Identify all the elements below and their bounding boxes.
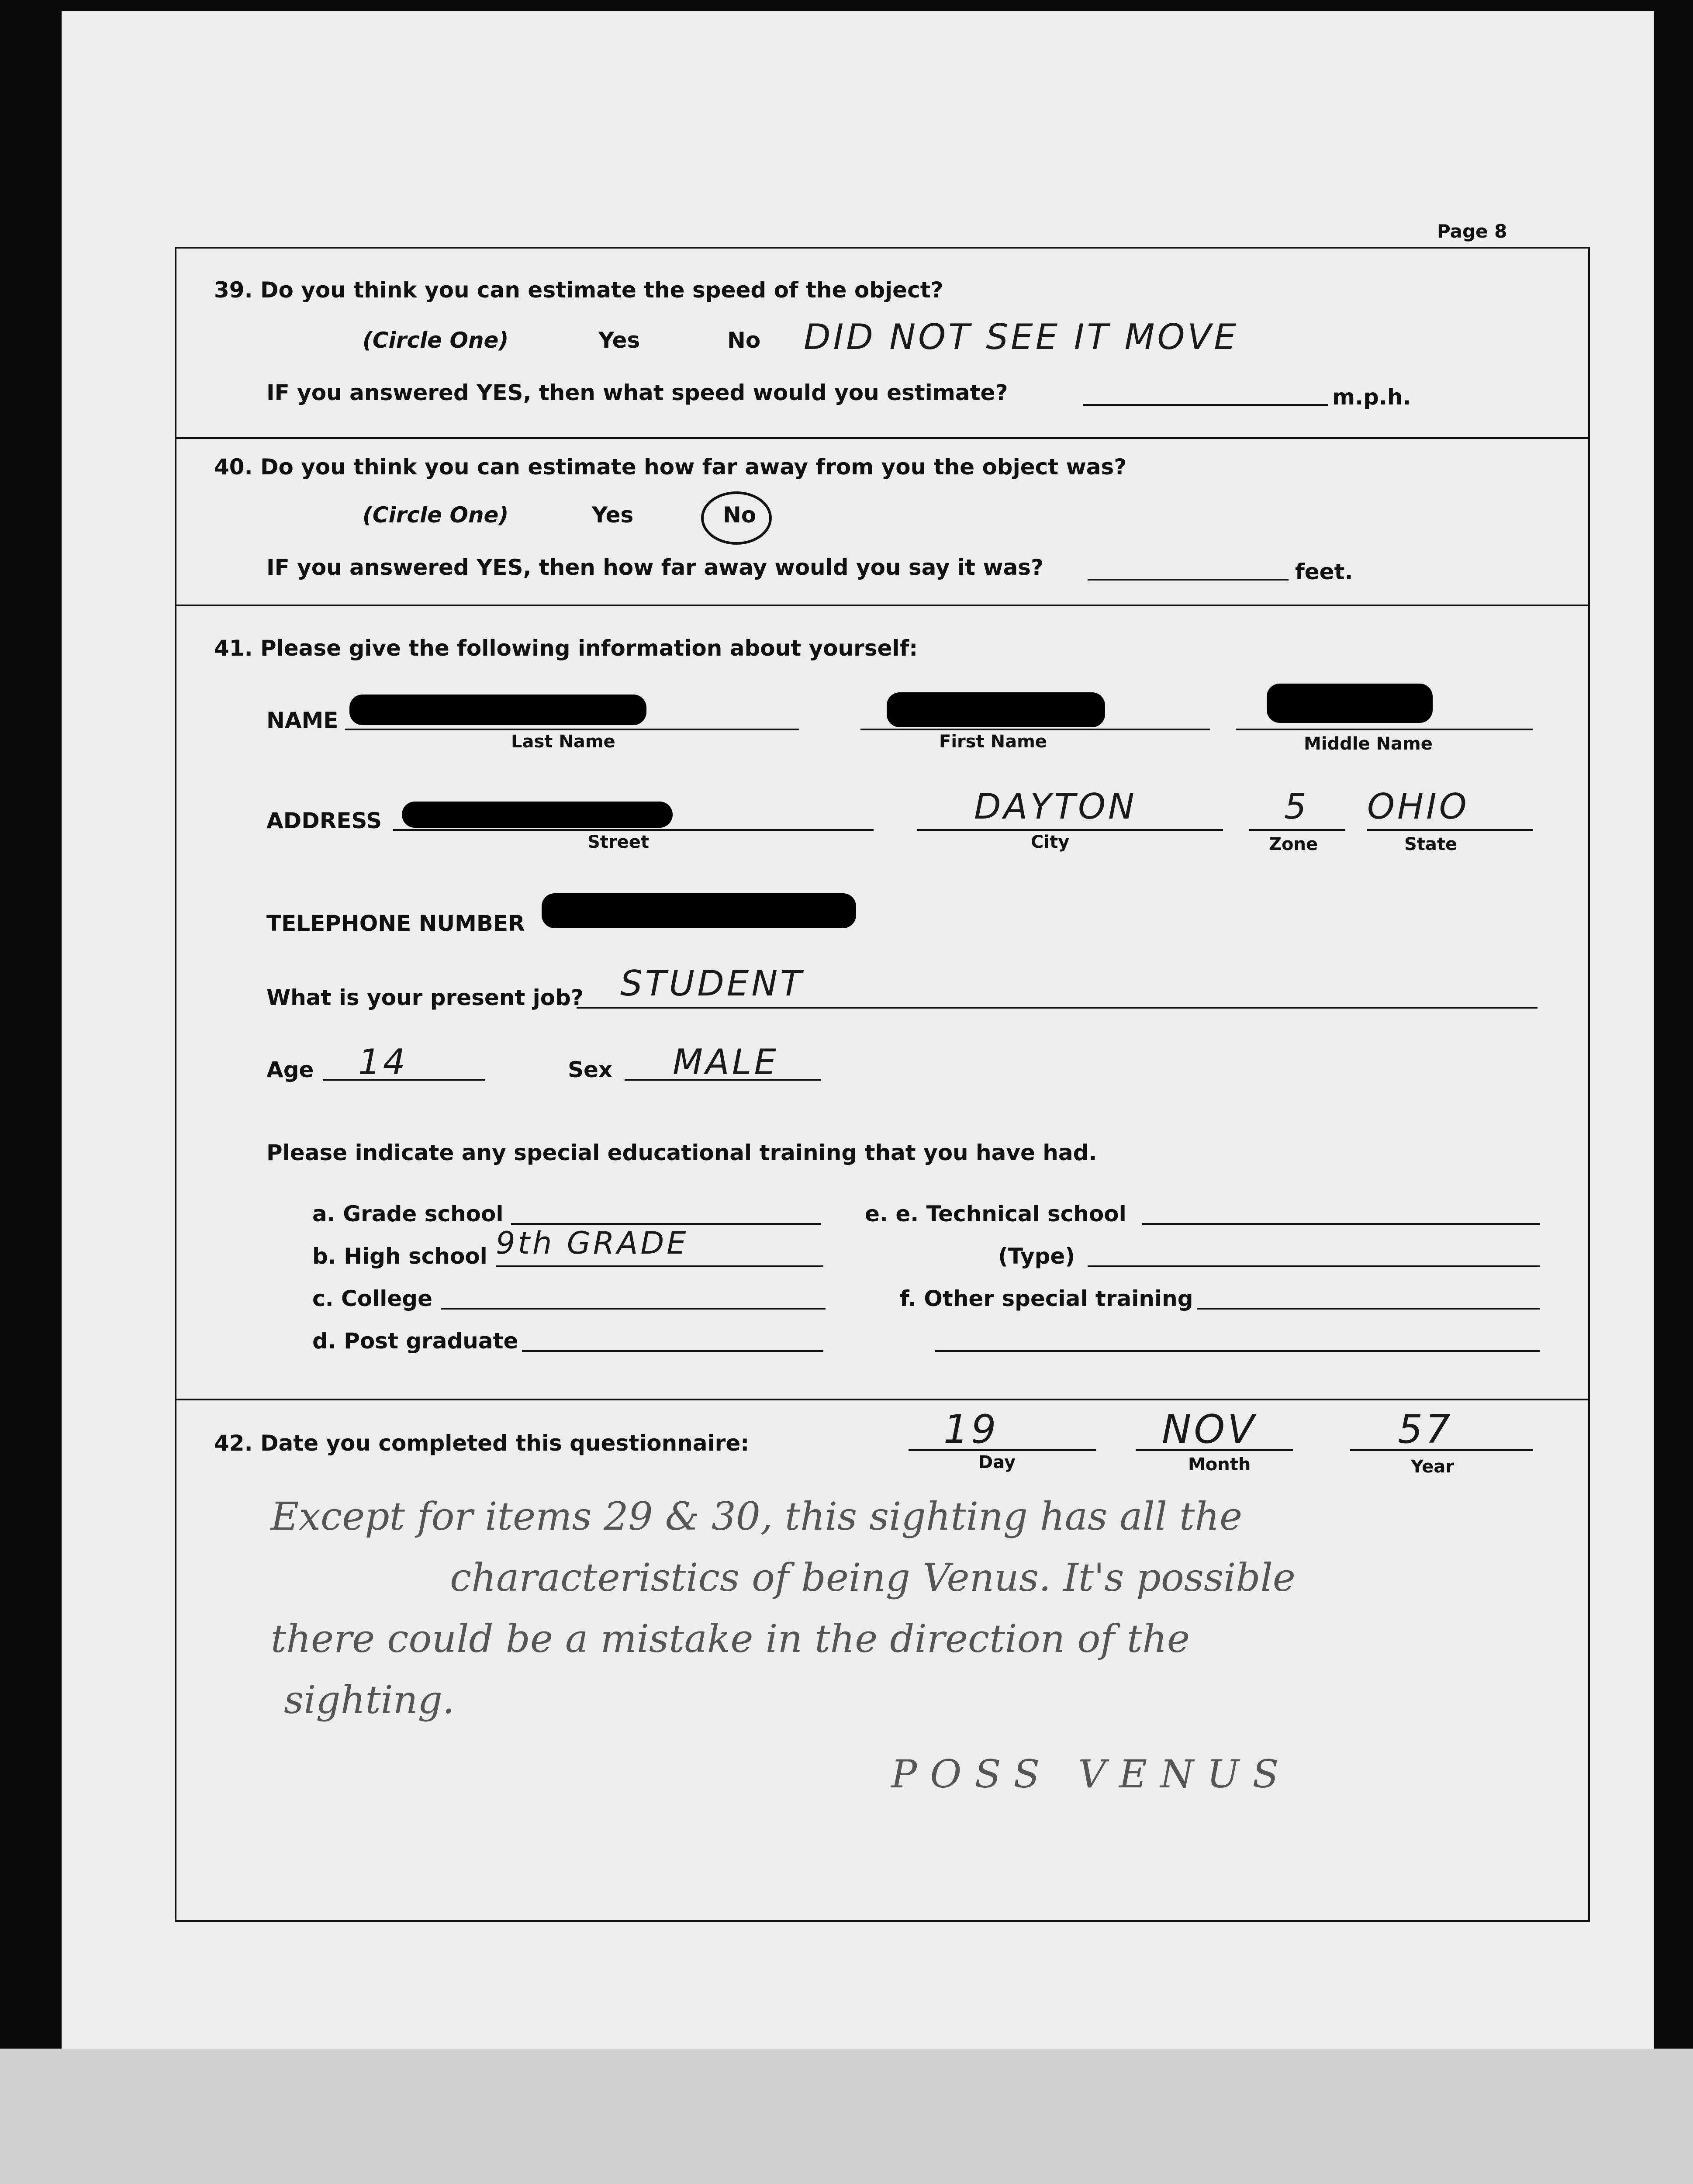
state-value: OHIO bbox=[1367, 786, 1469, 827]
high-school-label: b. High school bbox=[312, 1244, 487, 1269]
month-line[interactable] bbox=[1136, 1449, 1293, 1451]
q40-circle-one: (Circle One) bbox=[363, 502, 509, 528]
first-name-caption: First Name bbox=[939, 732, 1047, 752]
q41-label: 41. Please give the following information about yourself: bbox=[214, 636, 918, 661]
middle-name-caption: Middle Name bbox=[1304, 734, 1433, 754]
sex-value: MALE bbox=[673, 1042, 779, 1082]
zone-value: 5 bbox=[1284, 786, 1309, 827]
scan-margin bbox=[0, 2049, 1693, 2184]
q40-unit: feet. bbox=[1295, 559, 1353, 584]
q40-label: 40. Do you think you can estimate how far away from you the object was? bbox=[214, 454, 1127, 480]
day-value: 19 bbox=[943, 1406, 999, 1452]
technical-school-label: e. e. Technical school bbox=[865, 1201, 1126, 1227]
year-line[interactable] bbox=[1350, 1449, 1533, 1451]
q39-unit: m.p.h. bbox=[1332, 384, 1411, 410]
street-line[interactable] bbox=[393, 829, 874, 831]
other-training-label: f. Other special training bbox=[900, 1286, 1193, 1311]
redaction-middle-name bbox=[1267, 684, 1433, 723]
post-graduate-line[interactable] bbox=[522, 1350, 823, 1352]
grade-school-label: a. Grade school bbox=[312, 1201, 504, 1227]
q42-label: 42. Date you completed this questionnaire: bbox=[214, 1431, 750, 1456]
last-name-line[interactable] bbox=[345, 729, 799, 730]
zone-line[interactable] bbox=[1249, 829, 1345, 831]
analyst-note-line-3: there could be a mistake in the direction of the bbox=[271, 1616, 1190, 1661]
first-name-line[interactable] bbox=[860, 729, 1210, 730]
redaction-street bbox=[402, 802, 673, 828]
year-value: 57 bbox=[1398, 1406, 1453, 1452]
q40-yes-option[interactable]: Yes bbox=[592, 502, 634, 528]
q40-no-option[interactable]: No bbox=[723, 502, 757, 528]
q39-handwritten-answer: DID NOT SEE IT MOVE bbox=[804, 317, 1239, 357]
college-line[interactable] bbox=[441, 1308, 826, 1310]
post-graduate-label: d. Post graduate bbox=[312, 1328, 518, 1354]
evaluation-note: POSS VENUS bbox=[891, 1752, 1292, 1797]
education-prompt: Please indicate any special educational training that you have had. bbox=[266, 1140, 1097, 1165]
job-line[interactable] bbox=[577, 1007, 1538, 1009]
job-label: What is your present job? bbox=[266, 985, 584, 1010]
age-line[interactable] bbox=[323, 1079, 485, 1081]
no-circle-mark bbox=[701, 491, 772, 545]
q39-yes-option[interactable]: Yes bbox=[598, 328, 640, 353]
city-value: DAYTON bbox=[974, 786, 1137, 827]
name-label: NAME bbox=[266, 708, 339, 733]
redaction-first-name bbox=[887, 692, 1105, 727]
age-value: 14 bbox=[358, 1042, 408, 1082]
middle-name-line[interactable] bbox=[1236, 729, 1533, 730]
address-label: ADDRESS bbox=[266, 808, 382, 833]
other-training-line-2[interactable] bbox=[935, 1350, 1540, 1352]
sex-label: Sex bbox=[568, 1057, 613, 1082]
last-name-caption: Last Name bbox=[511, 732, 615, 752]
year-caption: Year bbox=[1411, 1457, 1455, 1477]
city-caption: City bbox=[1031, 832, 1070, 852]
type-line[interactable] bbox=[1088, 1265, 1540, 1267]
high-school-value: 9th GRADE bbox=[496, 1225, 689, 1261]
day-line[interactable] bbox=[909, 1449, 1096, 1451]
analyst-note-line-4: sighting. bbox=[284, 1677, 455, 1722]
street-caption: Street bbox=[587, 832, 650, 852]
redaction-telephone bbox=[542, 893, 856, 928]
age-label: Age bbox=[266, 1057, 314, 1082]
college-label: c. College bbox=[312, 1286, 432, 1311]
analyst-note-line-1: Except for items 29 & 30, this sighting has all the bbox=[271, 1494, 1243, 1539]
distance-input-line[interactable] bbox=[1088, 579, 1289, 581]
redaction-last-name bbox=[349, 695, 646, 725]
q40-followup: IF you answered YES, then how far away would you say it was? bbox=[266, 555, 1044, 580]
other-training-line[interactable] bbox=[1197, 1308, 1540, 1310]
high-school-line[interactable] bbox=[496, 1265, 823, 1267]
month-caption: Month bbox=[1188, 1455, 1251, 1475]
page-number: Page 8 bbox=[1437, 221, 1507, 242]
state-line[interactable] bbox=[1367, 829, 1533, 831]
q39-label: 39. Do you think you can estimate the speed of the object? bbox=[214, 277, 943, 303]
speed-input-line[interactable] bbox=[1083, 404, 1328, 406]
type-label: (Type) bbox=[998, 1244, 1075, 1269]
job-value: STUDENT bbox=[620, 963, 805, 1004]
month-value: NOV bbox=[1162, 1406, 1257, 1452]
telephone-label: TELEPHONE NUMBER bbox=[266, 911, 525, 936]
sex-line[interactable] bbox=[625, 1079, 821, 1081]
grade-school-line[interactable] bbox=[511, 1223, 821, 1225]
city-line[interactable] bbox=[917, 829, 1223, 831]
q39-circle-one: (Circle One) bbox=[363, 328, 509, 353]
q39-no-option[interactable]: No bbox=[727, 328, 761, 353]
day-caption: Day bbox=[978, 1452, 1016, 1472]
zone-caption: Zone bbox=[1269, 834, 1318, 854]
analyst-note-line-2: characteristics of being Venus. It's possible bbox=[450, 1555, 1296, 1600]
state-caption: State bbox=[1404, 834, 1458, 854]
technical-school-line[interactable] bbox=[1142, 1223, 1540, 1225]
q39-followup: IF you answered YES, then what speed would you estimate? bbox=[266, 380, 1008, 405]
